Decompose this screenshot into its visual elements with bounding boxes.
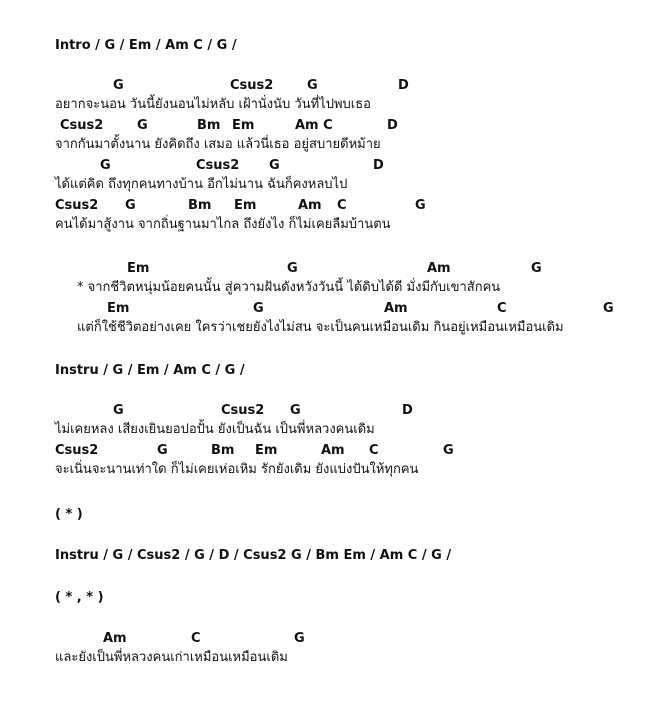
chord: Am xyxy=(103,631,127,646)
chord: C xyxy=(497,301,507,316)
instrumental-line-1: Instru / G / Em / Am C / G / xyxy=(55,363,245,378)
chord: Csus2 xyxy=(221,403,265,418)
chord: Am xyxy=(298,198,322,213)
repeat-chorus-marker: ( * ) xyxy=(55,507,83,522)
chord: D xyxy=(373,158,384,173)
repeat-chorus-twice-marker: ( * , * ) xyxy=(55,590,104,605)
chord: Csus2 xyxy=(55,443,99,458)
chord: G xyxy=(253,301,264,316)
chord: G xyxy=(531,261,542,276)
chord: G xyxy=(137,118,148,133)
chord: Bm xyxy=(197,118,221,133)
chord: Bm xyxy=(211,443,235,458)
chord: Am xyxy=(384,301,408,316)
chord: G xyxy=(157,443,168,458)
chord: Em xyxy=(127,261,150,276)
chord: Em xyxy=(255,443,278,458)
chord: Am xyxy=(427,261,451,276)
lyric-line: ได้แต่คิด ถึงทุกคนทางบ้าน อีกไม่นาน ฉันก็คงหลบไป xyxy=(55,177,348,192)
chord: Csus2 xyxy=(55,198,99,213)
instrumental-line-2: Instru / G / Csus2 / G / D / Csus2 G / Bm Em / Am C / G / xyxy=(55,548,452,563)
chord: Am C xyxy=(295,118,333,133)
lyric-line: * จากชีวิตหนุ่มน้อยคนนั้น สู่ความฝันดังหวังวันนี้ ได้ดิบได้ดี มั่งมีกับเขาสักคน xyxy=(77,280,501,295)
chord: C xyxy=(337,198,347,213)
lyric-line: อยากจะนอน วันนี้ยังนอนไม่หลับ เฝ้านั่งนับ วันที่ไปพบเธอ xyxy=(55,97,371,112)
chord: G xyxy=(307,78,318,93)
chord: G xyxy=(269,158,280,173)
chord: G xyxy=(443,443,454,458)
chord: C xyxy=(369,443,379,458)
chord: G xyxy=(294,631,305,646)
chord: Em xyxy=(234,198,257,213)
chord: G xyxy=(415,198,426,213)
intro-line: Intro / G / Em / Am C / G / xyxy=(55,38,237,53)
lyric-line: จะเนิ่นจะนานเท่าใด ก็ไม่เคยเห่อเหิม รักยังเดิม ยังแบ่งปันให้ทุกคน xyxy=(55,462,419,477)
chord: Am xyxy=(321,443,345,458)
chord: G xyxy=(100,158,111,173)
lyric-line: แต่ก็ใช้ชีวิตอย่างเคย ใครว่าเชยยังไงไม่สน จะเป็นคนเหมือนเดิม กินอยู่เหมือนเหมือนเดิม xyxy=(77,320,564,335)
lyric-line: คนได้มาสู้งาน จากถิ่นฐานมาไกล ถึงยังไง ก็ไม่เคยลืมบ้านตน xyxy=(55,217,391,232)
chord: G xyxy=(287,261,298,276)
lyric-line: ไม่เคยหลง เสียงเยินยอปอปั้น ยังเป็นฉัน เป็นพี่หลวงคนเดิม xyxy=(55,422,375,437)
chord: G xyxy=(290,403,301,418)
chord: C xyxy=(191,631,201,646)
chord: G xyxy=(113,403,124,418)
lyric-line: และยังเป็นพี่หลวงคนเก่าเหมือนเหมือนเดิม xyxy=(55,650,288,665)
lyric-line: จากกันมาตั้งนาน ยังคิดถึง เสมอ แล้วนี่เธอ อยู่สบายดีหม้าย xyxy=(55,137,381,152)
chord: Csus2 xyxy=(196,158,240,173)
chord: G xyxy=(125,198,136,213)
chord: Csus2 xyxy=(230,78,274,93)
chord: Em xyxy=(232,118,255,133)
chord: Bm xyxy=(188,198,212,213)
chord: D xyxy=(402,403,413,418)
chord: G xyxy=(113,78,124,93)
chord: D xyxy=(387,118,398,133)
chord: G xyxy=(603,301,614,316)
chord: Em xyxy=(107,301,130,316)
chord: D xyxy=(398,78,409,93)
chord: Csus2 xyxy=(60,118,104,133)
